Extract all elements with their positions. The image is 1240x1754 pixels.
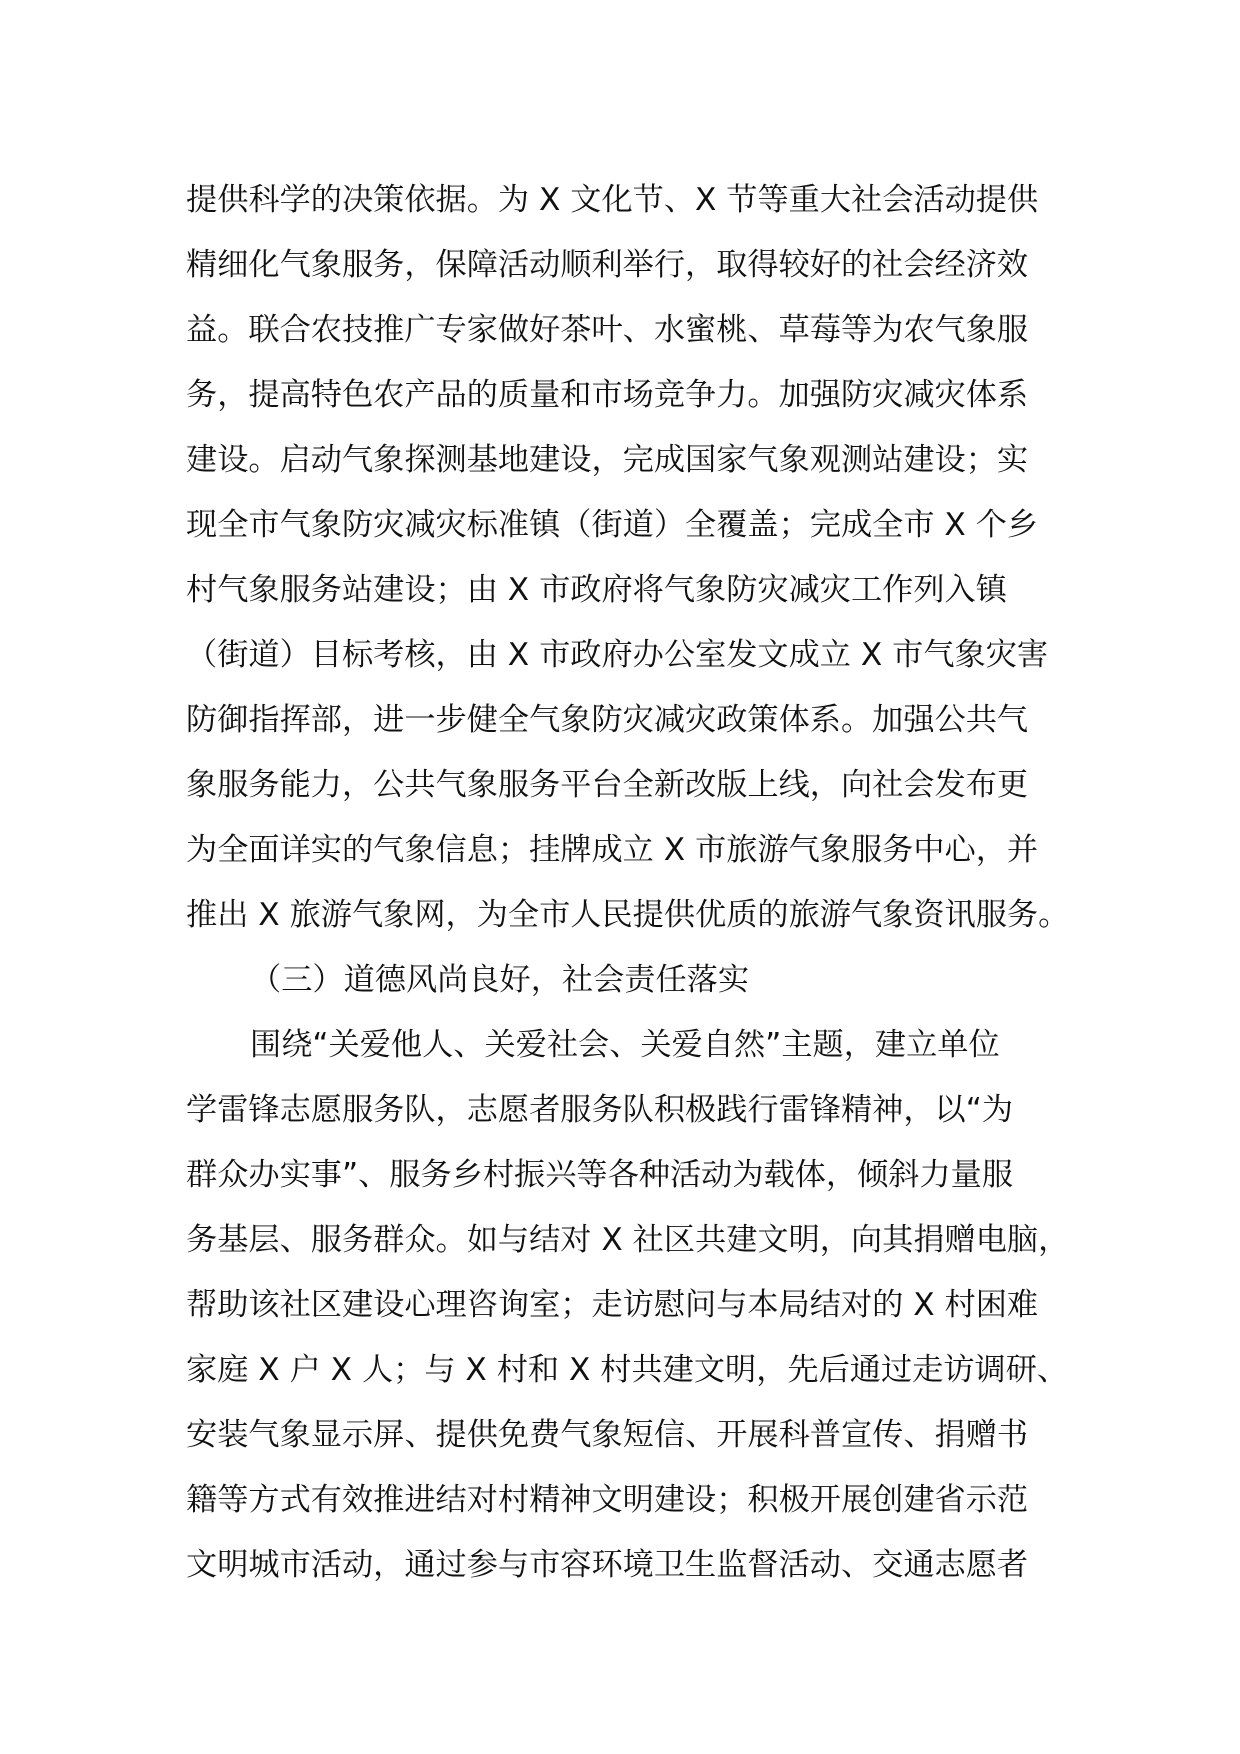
- body-line: 建设。启动气象探测基地建设，完成国家气象观测站建设；实: [186, 442, 1029, 478]
- body-line: 益。联合农技推广专家做好茶叶、水蜜桃、草莓等为农气象服: [186, 312, 1029, 348]
- body-line: 籍等方式有效推进结对村精神文明建设；积极开展创建省示范: [186, 1482, 1029, 1518]
- body-line: 务，提高特色农产品的质量和市场竞争力。加强防灾减灾体系: [186, 377, 1029, 413]
- body-line: （街道）目标考核，由 X 市政府办公室发文成立 X 市气象灾害: [186, 637, 1049, 673]
- section-heading: （三）道德风尚良好，社会责任落实: [250, 962, 750, 998]
- paragraph-first-line: 围绕“关爱他人、关爱社会、关爱自然”主题，建立单位: [250, 1027, 1000, 1063]
- body-line: 家庭 X 户 X 人；与 X 村和 X 村共建文明，先后通过走访调研、: [186, 1352, 1069, 1388]
- body-line: 文明城市活动，通过参与市容环境卫生监督活动、交通志愿者: [186, 1547, 1029, 1583]
- body-line: 学雷锋志愿服务队，志愿者服务队积极践行雷锋精神，以“为: [186, 1092, 1014, 1128]
- body-line: 提供科学的决策依据。为 X 文化节、X 节等重大社会活动提供: [186, 182, 1039, 218]
- document-body: [186, 168, 1086, 1598]
- body-line: 防御指挥部，进一步健全气象防灾减灾政策体系。加强公共气: [186, 702, 1029, 738]
- body-line: 象服务能力，公共气象服务平台全新改版上线，向社会发布更: [186, 767, 1029, 803]
- body-line: 群众办实事”、服务乡村振兴等各种活动为载体，倾斜力量服: [186, 1157, 1014, 1193]
- body-line: 推出 X 旅游气象网，为全市人民提供优质的旅游气象资讯服务。: [186, 897, 1070, 933]
- body-line: 村气象服务站建设；由 X 市政府将气象防灾减灾工作列入镇: [186, 572, 1007, 608]
- body-line: 帮助该社区建设心理咨询室；走访慰问与本局结对的 X 村困难: [186, 1287, 1039, 1323]
- body-line: 现全市气象防灾减灾标准镇（街道）全覆盖；完成全市 X 个乡: [186, 507, 1039, 543]
- body-line: 精细化气象服务，保障活动顺利举行，取得较好的社会经济效: [186, 247, 1029, 283]
- body-line: 安装气象显示屏、提供免费气象短信、开展科普宣传、捐赠书: [186, 1417, 1029, 1453]
- body-line: 为全面详实的气象信息；挂牌成立 X 市旅游气象服务中心，并: [186, 832, 1039, 868]
- body-line: 务基层、服务群众。如与结对 X 社区共建文明，向其捐赠电脑，: [186, 1222, 1070, 1258]
